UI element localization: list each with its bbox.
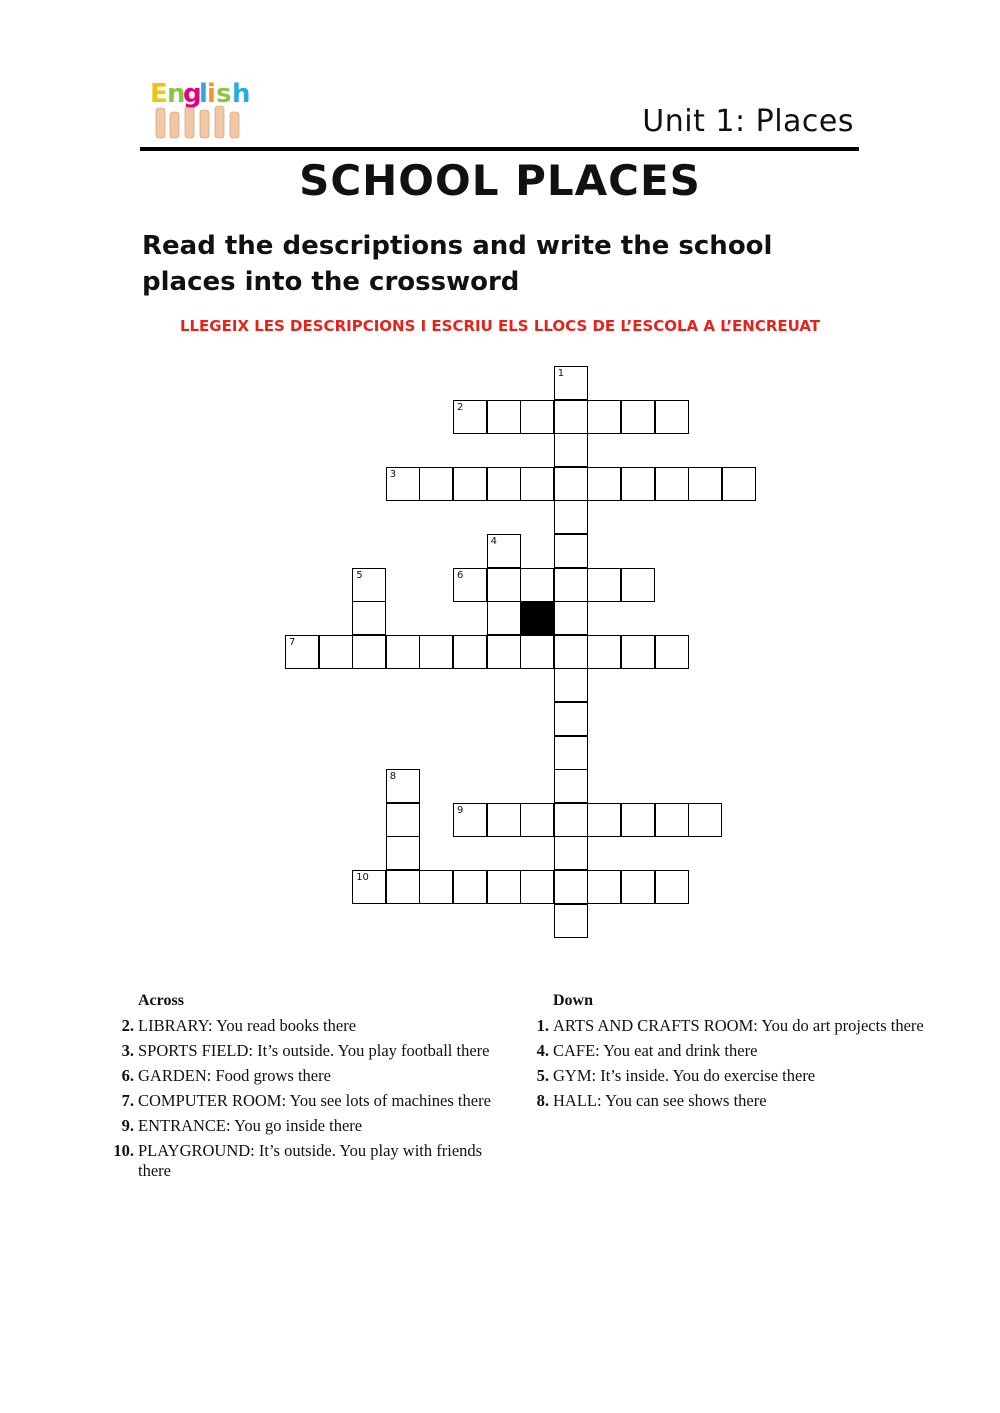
- crossword-cell[interactable]: [453, 803, 487, 837]
- crossword-cell[interactable]: [722, 467, 756, 501]
- svg-text:s: s: [216, 79, 232, 109]
- crossword-cell[interactable]: [554, 568, 588, 602]
- crossword-cell[interactable]: [487, 870, 521, 904]
- crossword-cell[interactable]: [554, 500, 588, 534]
- clue-number: 5: [356, 569, 363, 581]
- crossword-cell[interactable]: [487, 803, 521, 837]
- clue-number: 3: [389, 468, 397, 480]
- down-clue: 1. ARTS AND CRAFTS ROOM: You do art projects there: [536, 1016, 924, 1035]
- translation-text: LLEGEIX LES DESCRIPCIONS I ESCRIU ELS LLOCS DE L’ESCOLA A L’ENCREUAT: [179, 317, 821, 335]
- svg-text:n: n: [167, 79, 186, 109]
- crossword-cell[interactable]: [655, 467, 689, 501]
- crossword-cell[interactable]: [319, 635, 353, 669]
- svg-text:h: h: [232, 79, 251, 109]
- crossword-cell[interactable]: [554, 736, 588, 770]
- crossword-cell[interactable]: [453, 568, 487, 602]
- crossword-cell[interactable]: [386, 803, 420, 837]
- clue-number: 8: [389, 771, 397, 783]
- crossword-cell[interactable]: [554, 534, 588, 568]
- crossword-cell[interactable]: [352, 601, 386, 635]
- crossword-cell[interactable]: [587, 803, 621, 837]
- crossword-cell[interactable]: [386, 870, 420, 904]
- crossword-cell[interactable]: [621, 635, 655, 669]
- across-clue: 7. COMPUTER ROOM: You see lots of machines there: [121, 1091, 491, 1110]
- crossword-cell[interactable]: [554, 769, 588, 803]
- clue-number: 4: [490, 536, 497, 547]
- hands-illustration: [156, 106, 239, 138]
- clue-number: 9: [457, 804, 464, 816]
- instruction-text: Read the descriptions and write the school places into the crossword: [142, 231, 773, 297]
- crossword-cell[interactable]: [520, 568, 554, 602]
- svg-text:g: g: [183, 79, 202, 109]
- crossword-cell[interactable]: [487, 568, 521, 602]
- crossword-cell[interactable]: [621, 467, 655, 501]
- crossword-cell[interactable]: [419, 870, 453, 904]
- crossword-cell[interactable]: [487, 467, 521, 501]
- header-divider: [140, 147, 859, 151]
- crossword-cell[interactable]: [554, 400, 588, 434]
- crossword-cell[interactable]: [386, 836, 420, 870]
- svg-text:i: i: [207, 79, 216, 109]
- crossword-cell[interactable]: [688, 467, 722, 501]
- crossword-cell[interactable]: [688, 803, 722, 837]
- svg-text:E: E: [150, 79, 168, 109]
- crossword-cell[interactable]: [487, 534, 521, 568]
- crossword-cell[interactable]: [554, 467, 588, 501]
- crossword-cell[interactable]: [554, 433, 588, 467]
- crossword-cell[interactable]: [386, 635, 420, 669]
- crossword-cell[interactable]: [554, 366, 588, 400]
- down-clue: 4. CAFE: You eat and drink there: [536, 1041, 758, 1060]
- down-heading: Down: [553, 992, 594, 1009]
- crossword-cell[interactable]: [621, 400, 655, 434]
- across-heading: Across: [138, 992, 184, 1009]
- crossword-cell[interactable]: [352, 568, 386, 602]
- unit-label: Unit 1: Places: [642, 104, 854, 139]
- crossword-cell[interactable]: [453, 400, 487, 434]
- down-clue: 5. GYM: It’s inside. You do exercise there: [536, 1066, 816, 1085]
- crossword-cell[interactable]: [520, 803, 554, 837]
- svg-text:l: l: [199, 79, 208, 109]
- page-title: SCHOOL PLACES: [299, 156, 701, 205]
- crossword-cell[interactable]: [352, 870, 386, 904]
- crossword-cell[interactable]: [419, 635, 453, 669]
- crossword-cell[interactable]: [487, 601, 521, 635]
- crossword-cell[interactable]: [587, 568, 621, 602]
- across-clue: 2. LIBRARY: You read books there: [121, 1016, 357, 1035]
- crossword-cell[interactable]: [554, 601, 588, 635]
- across-clue: 6. GARDEN: Food grows there: [121, 1066, 331, 1085]
- clue-number: 6: [457, 569, 464, 581]
- crossword-cell[interactable]: [554, 904, 588, 938]
- crossword-cell[interactable]: [587, 870, 621, 904]
- clue-number: 2: [457, 401, 464, 413]
- crossword-cell[interactable]: [621, 803, 655, 837]
- down-clue: 8. HALL: You can see shows there: [536, 1091, 767, 1110]
- crossword-cell[interactable]: [520, 400, 554, 434]
- crossword-cell[interactable]: [386, 467, 420, 501]
- across-clue-list: [108, 1016, 498, 1186]
- clue-number: 7: [289, 636, 296, 648]
- across-clue: 9. ENTRANCE: You go inside there: [121, 1116, 363, 1135]
- crossword-cell[interactable]: [554, 668, 588, 702]
- crossword-cell[interactable]: [621, 870, 655, 904]
- clue-number: 10: [356, 872, 369, 883]
- crossword-cell[interactable]: [554, 870, 588, 904]
- crossword-cell[interactable]: [655, 870, 689, 904]
- crossword-cell[interactable]: [655, 635, 689, 669]
- clue-number: 1: [557, 368, 565, 379]
- crossword-cell[interactable]: [419, 467, 453, 501]
- crossword-cell[interactable]: [453, 870, 487, 904]
- crossword-cell[interactable]: [621, 568, 655, 602]
- crossword-cell[interactable]: [554, 635, 588, 669]
- crossword-cell[interactable]: [554, 702, 588, 736]
- down-clue-list: [523, 1016, 933, 1116]
- across-clue: 10. PLAYGROUND: It’s outside. You play with friends there: [113, 1141, 483, 1180]
- crossword-cell[interactable]: [587, 635, 621, 669]
- crossword-cell[interactable]: [554, 836, 588, 870]
- crossword-cell[interactable]: [520, 467, 554, 501]
- english-logo: [150, 72, 256, 140]
- crossword-cell[interactable]: [453, 635, 487, 669]
- across-clue: 3. SPORTS FIELD: It’s outside. You play football there: [121, 1041, 490, 1060]
- crossword-cell[interactable]: [285, 635, 319, 669]
- crossword-cell[interactable]: [520, 635, 554, 669]
- crossword-cell[interactable]: [487, 635, 521, 669]
- crossword-black-cell: [520, 601, 554, 635]
- crossword-cell[interactable]: [487, 400, 521, 434]
- crossword-cell[interactable]: [352, 635, 386, 669]
- crossword-cell[interactable]: [587, 400, 621, 434]
- crossword-cell[interactable]: [587, 467, 621, 501]
- crossword-cell[interactable]: [655, 400, 689, 434]
- crossword-cell[interactable]: [520, 870, 554, 904]
- crossword-cell[interactable]: [386, 769, 420, 803]
- crossword-cell[interactable]: [655, 803, 689, 837]
- crossword-cell[interactable]: [554, 803, 588, 837]
- crossword-cell[interactable]: [453, 467, 487, 501]
